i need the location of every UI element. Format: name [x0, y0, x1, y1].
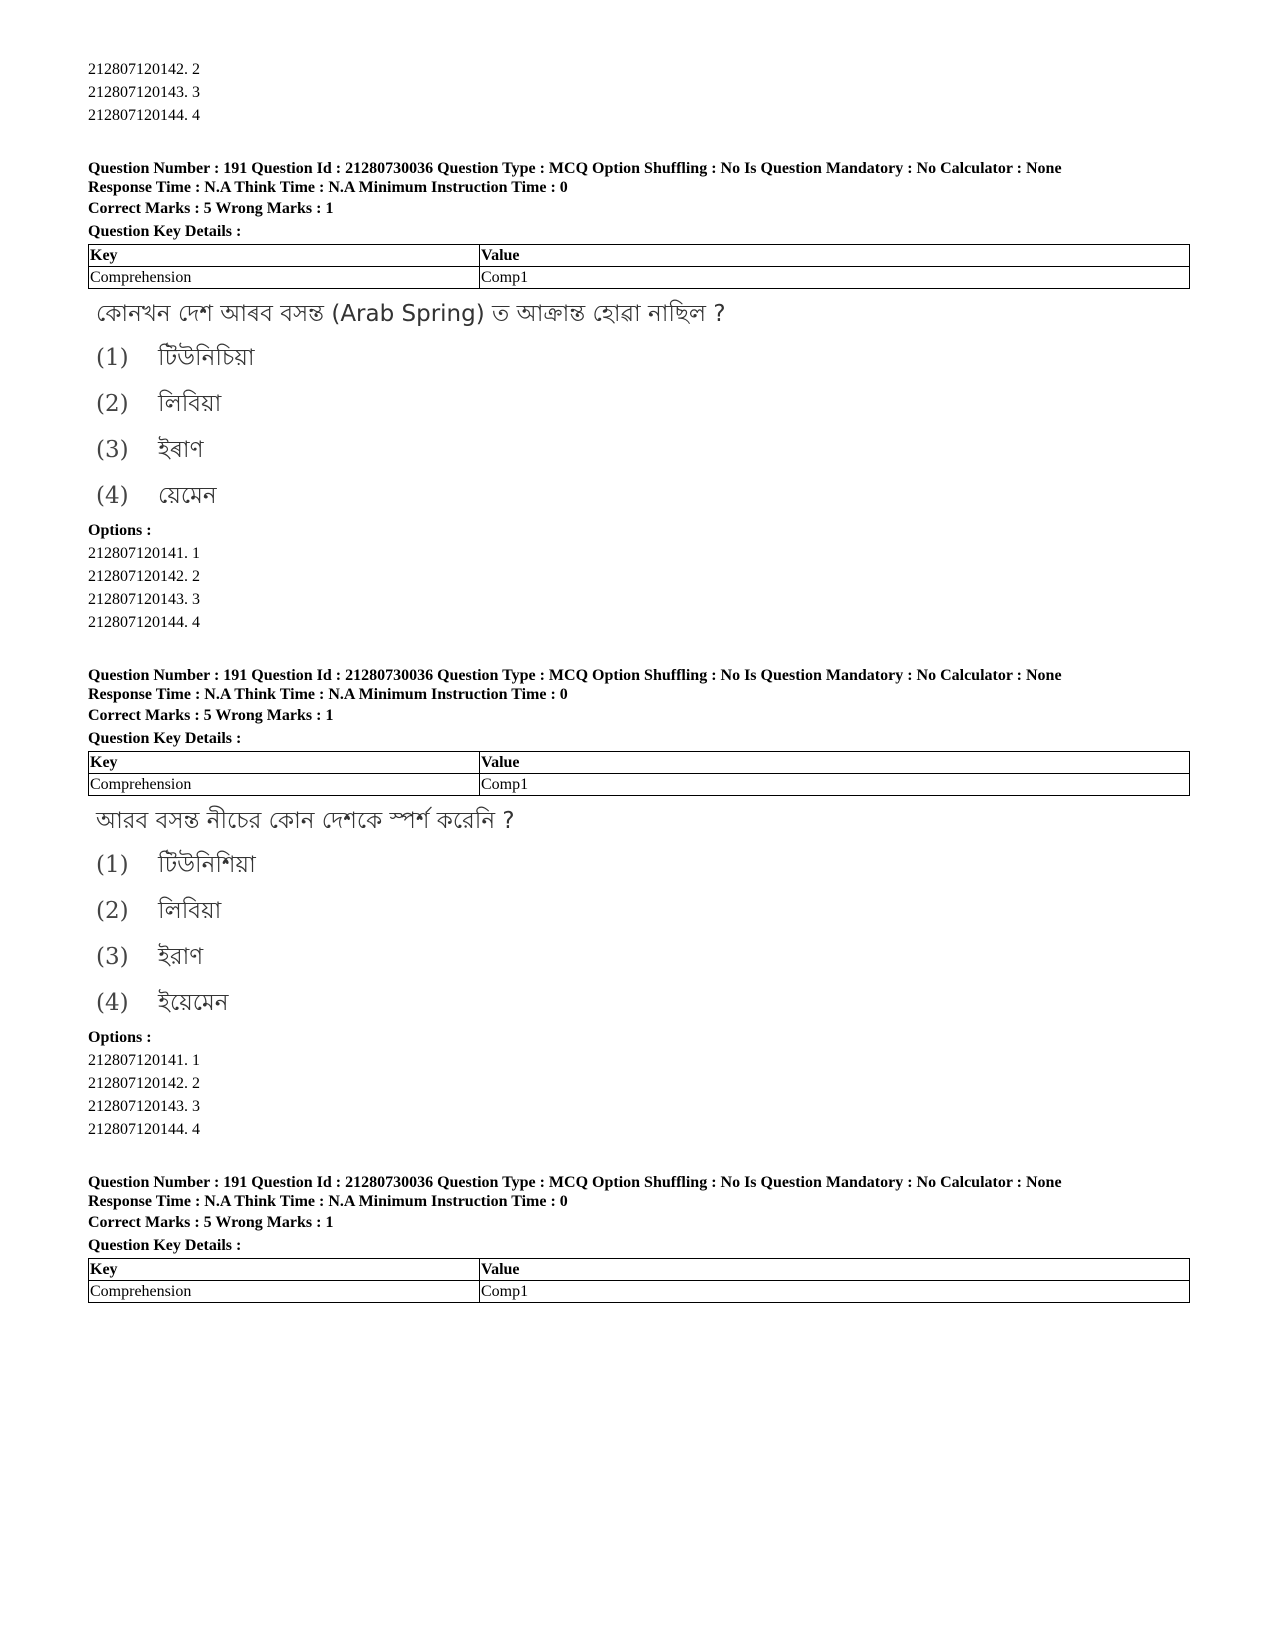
choice-number: (3) [96, 944, 129, 970]
choice-text: ইয়েমেন [158, 990, 229, 1016]
choice-number: (1) [96, 852, 129, 878]
table-header-row [89, 245, 1190, 267]
option-line: 212807120141. 1 [88, 545, 200, 562]
choice-number: (2) [96, 391, 129, 417]
question-meta: Question Number : 191 Question Id : 21280730036 Question Type : MCQ Option Shuffling : No Is Question Mandatory : No Calculator : None [88, 160, 1062, 177]
document-page [88, 58, 1188, 1307]
table-cell-key: Comprehension [89, 1281, 480, 1303]
option-line: 212807120143. 3 [88, 1098, 200, 1115]
question-timing: Response Time : N.A Think Time : N.A Minimum Instruction Time : 0 [88, 686, 568, 703]
choice-text: লিবিয়া [158, 898, 222, 924]
answer-choice [88, 381, 1188, 427]
key-details-table [88, 1258, 1190, 1303]
options-label: Options : [88, 1029, 152, 1046]
question-timing: Response Time : N.A Think Time : N.A Minimum Instruction Time : 0 [88, 1193, 568, 1210]
key-details-label: Question Key Details : [88, 223, 242, 240]
option-line: 212807120142. 2 [88, 61, 200, 78]
table-cell-value: Comp1 [480, 774, 1190, 796]
option-line: 212807120142. 2 [88, 568, 200, 585]
table-header-key: Key [89, 245, 480, 267]
key-details-label: Question Key Details : [88, 730, 242, 747]
key-details-table [88, 244, 1190, 289]
question-block [88, 1173, 1188, 1303]
table-cell-key: Comprehension [89, 267, 480, 289]
option-line: 212807120144. 4 [88, 107, 200, 124]
answer-choice [88, 473, 1188, 519]
table-header-value: Value [480, 752, 1190, 774]
answer-choice [88, 335, 1188, 381]
answer-choice [88, 980, 1188, 1026]
table-row [89, 774, 1190, 796]
choice-number: (4) [96, 990, 129, 1016]
option-line: 212807120144. 4 [88, 614, 200, 631]
question-block [88, 666, 1188, 1141]
table-header-value: Value [480, 1259, 1190, 1281]
option-line: 212807120144. 4 [88, 1121, 200, 1138]
choice-text: ইৰাণ [158, 437, 204, 463]
table-header-value: Value [480, 245, 1190, 267]
question-text: কোনখন দেশ আৰব বসন্ত (Arab Spring) ত আক্ৰান্ত হোৱা নাছিল ? [96, 301, 726, 327]
table-cell-key: Comprehension [89, 774, 480, 796]
table-cell-value: Comp1 [480, 1281, 1190, 1303]
question-block [88, 159, 1188, 634]
answer-choice [88, 934, 1188, 980]
option-line: 212807120141. 1 [88, 1052, 200, 1069]
option-line: 212807120143. 3 [88, 591, 200, 608]
choice-number: (2) [96, 898, 129, 924]
choice-text: লিবিয়া [158, 391, 222, 417]
key-details-label: Question Key Details : [88, 1237, 242, 1254]
key-details-table [88, 751, 1190, 796]
question-meta: Question Number : 191 Question Id : 21280730036 Question Type : MCQ Option Shuffling : No Is Question Mandatory : No Calculator : None [88, 1174, 1062, 1191]
question-text: আরব বসন্ত নীচের কোন দেশকে স্পর্শ করেনি ? [96, 808, 515, 834]
table-header-row [89, 752, 1190, 774]
top-options-list [88, 58, 1188, 127]
option-line: 212807120143. 3 [88, 84, 200, 101]
question-marks: Correct Marks : 5 Wrong Marks : 1 [88, 1214, 334, 1231]
options-label: Options : [88, 522, 152, 539]
choice-number: (4) [96, 483, 129, 509]
table-row [89, 1281, 1190, 1303]
answer-choice [88, 427, 1188, 473]
option-line: 212807120142. 2 [88, 1075, 200, 1092]
question-meta: Question Number : 191 Question Id : 21280730036 Question Type : MCQ Option Shuffling : No Is Question Mandatory : No Calculator : None [88, 667, 1062, 684]
table-header-key: Key [89, 752, 480, 774]
answer-choice [88, 842, 1188, 888]
question-timing: Response Time : N.A Think Time : N.A Minimum Instruction Time : 0 [88, 179, 568, 196]
table-cell-value: Comp1 [480, 267, 1190, 289]
table-header-row [89, 1259, 1190, 1281]
answer-choice [88, 888, 1188, 934]
choice-number: (3) [96, 437, 129, 463]
table-header-key: Key [89, 1259, 480, 1281]
choice-number: (1) [96, 345, 129, 371]
choice-text: ইরাণ [158, 944, 204, 970]
table-row [89, 267, 1190, 289]
choice-text: টিউনিশিয়া [158, 852, 256, 878]
choice-text: টিউনিচিয়া [158, 345, 255, 371]
question-marks: Correct Marks : 5 Wrong Marks : 1 [88, 707, 334, 724]
choice-text: য়েমেন [158, 483, 217, 509]
question-marks: Correct Marks : 5 Wrong Marks : 1 [88, 200, 334, 217]
